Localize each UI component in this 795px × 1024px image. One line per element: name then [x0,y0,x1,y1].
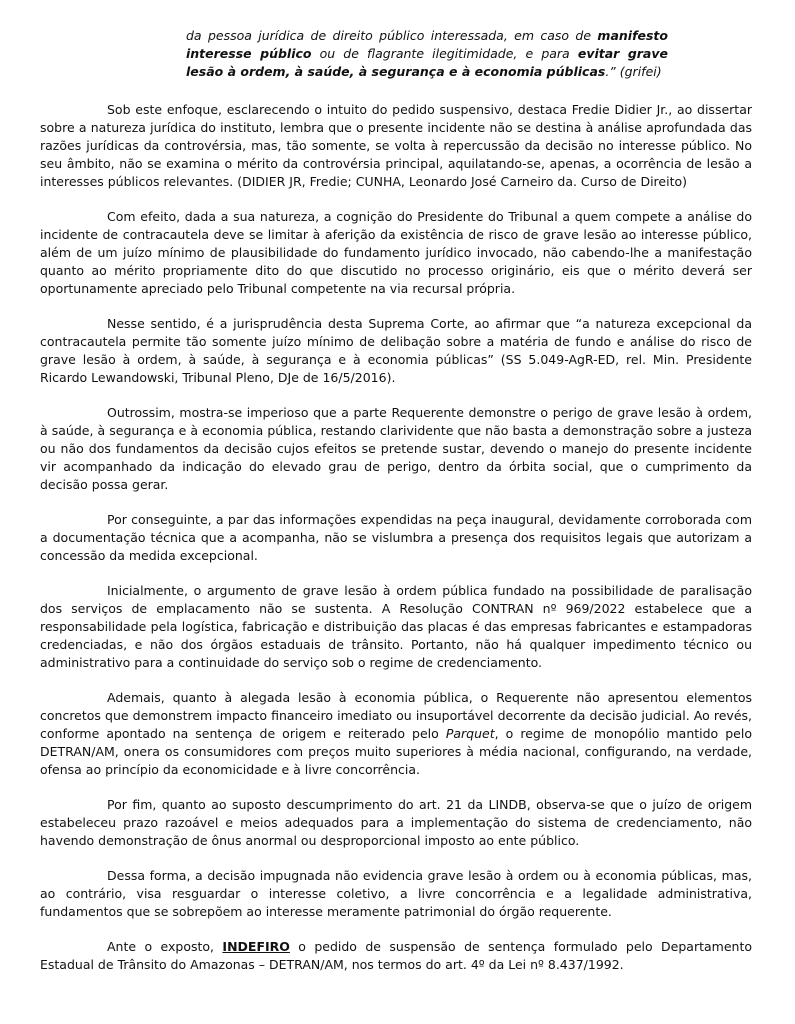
paragraph-por-fim: Por fim, quanto ao suposto descumprimento do art. 21 da LINDB, observa-se que o juízo de origem estabeleceu prazo razoável e meios adequados para a implementação do sistema de credenciamento, não havendo demonstração de ônus anormal ou desproporcional imposto ao ente público. [40,797,752,848]
paragraph-inicialmente: Inicialmente, o argumento de grave lesão à ordem pública fundado na possibilidade de paralisação dos serviços de emplacamento não se sustenta. A Resolução CONTRAN nº 969/2022 estabelece que a responsabilidade pela logística, fabricação e distribuição das placas é das empresas fabricantes e estampadoras credenciadas, e não dos órgãos estaduais de trânsito. Portanto, não há qualquer impedimento técnico ou administrativo para a continuidade do serviço sob o regime de credenciamento. [40,583,752,670]
quote-text-part1: da pessoa jurídica de direito público interessada, em caso de [186,28,598,43]
quote-block [186,27,668,81]
paragraph-dessa-forma: Dessa forma, a decisão impugnada não evidencia grave lesão à ordem ou à economia públicas, mas, ao contrário, visa resguardar o interesse coletivo, a livre concorrência e a legalidade administrativa, fundamentos que se sobrepõem ao interesse meramente patrimonial do órgão requerente. [40,868,752,919]
indefiro-ruling-term: INDEFIRO [222,939,290,954]
quote-text-part2: ou de flagrante ilegitimidade, e para [311,46,578,61]
parquet-italic-term: Parquet [445,726,495,741]
paragraph-ademais [40,689,752,779]
ante-exposto-text-part2: o pedido de suspensão de sentença formulado pelo Departamento Estadual de Trânsito do Amazonas – DETRAN/AM, nos termos do art. 4º da Lei nº 8.437/1992. [40,939,752,972]
paragraph-sob-este-enfoque: Sob este enfoque, esclarecendo o intuito do pedido suspensivo, destaca Fredie Didier Jr., ao dissertar sobre a natureza jurídica do instituto, lembra que o presente incidente não se destina à análise aprofundada das razões jurídicas da controvérsia, mas, tão somente, se volta à repercussão da decisão no interesse público. No seu âmbito, não se examina o mérito da controvérsia principal, aquilatando-se, apenas, a ocorrência de lesão a interesses públicos relevantes. (DIDIER JR, Fredie; CUNHA, Leonardo José Carneiro da. Curso de Direito) [40,102,752,189]
paragraph-com-efeito: Com efeito, dada a sua natureza, a cognição do Presidente do Tribunal a quem compete a análise do incidente de contracautela deve se limitar à aferição da existência de risco de grave lesão ao interesse público, além de um juízo mínimo de plausibilidade do fundamento jurídico invocado, não cabendo-lhe a manifestação quanto ao mérito propriamente dito do que discutido no processo originário, eis que o mérito deverá ser oportunamente apreciado pelo Tribunal competente na via recursal própria. [40,209,752,296]
ante-exposto-text-part1: Ante o exposto, [107,939,223,954]
paragraph-nesse-sentido: Nesse sentido, é a jurisprudência desta Suprema Corte, ao afirmar que “a natureza excepcional da contracautela permite tão somente juízo mínimo de delibação sobre a matéria de fundo e análise do risco de grave lesão à ordem, à saúde, à segurança e à economia públicas” (SS 5.049-AgR-ED, rel. Min. Presidente Ricardo Lewandowski, Tribunal Pleno, DJe de 16/5/2016). [40,316,752,385]
paragraph-por-conseguinte: Por conseguinte, a par das informações expendidas na peça inaugural, devidamente corroborada com a documentação técnica que a acompanha, não se vislumbra a presença dos requisitos legais que autorizam a concessão da medida excepcional. [40,512,752,563]
paragraph-ante-o-exposto [40,938,752,974]
quote-bold-manifesto-interesse: manifesto interesse público [186,28,668,61]
quote-text-part3: .” (grifei) [605,64,662,79]
paragraph-outrossim: Outrossim, mostra-se imperioso que a parte Requerente demonstre o perigo de grave lesão à ordem, à saúde, à segurança e à economia pública, restando clarividente que não basta a demonstração sobre a justeza ou não dos fundamentos da decisão cujos efeitos se pretende sustar, devendo o manejo do presente incidente vir acompanhado da indicação do elevado grau de perigo, dentro da órbita social, que o cumprimento da decisão possa gerar. [40,405,752,492]
ademais-text-part2: , o regime de monopólio mantido pelo DETRAN/AM, onera os consumidores com preços muito superiores à média nacional, configurando, na verdade, ofensa ao princípio da economicidade e à livre concorrência. [40,726,752,777]
quote-bold-grave-lesao: evitar grave lesão à ordem, à saúde, à segurança e à economia públicas [186,46,668,79]
ademais-text-part1: Ademais, quanto à alegada lesão à economia pública, o Requerente não apresentou elementos concretos que demonstrem impacto financeiro imediato ou insuportável decorrente da decisão judicial. Ao revés, conforme apontado na sentença de origem e reiterado pelo [40,690,752,741]
